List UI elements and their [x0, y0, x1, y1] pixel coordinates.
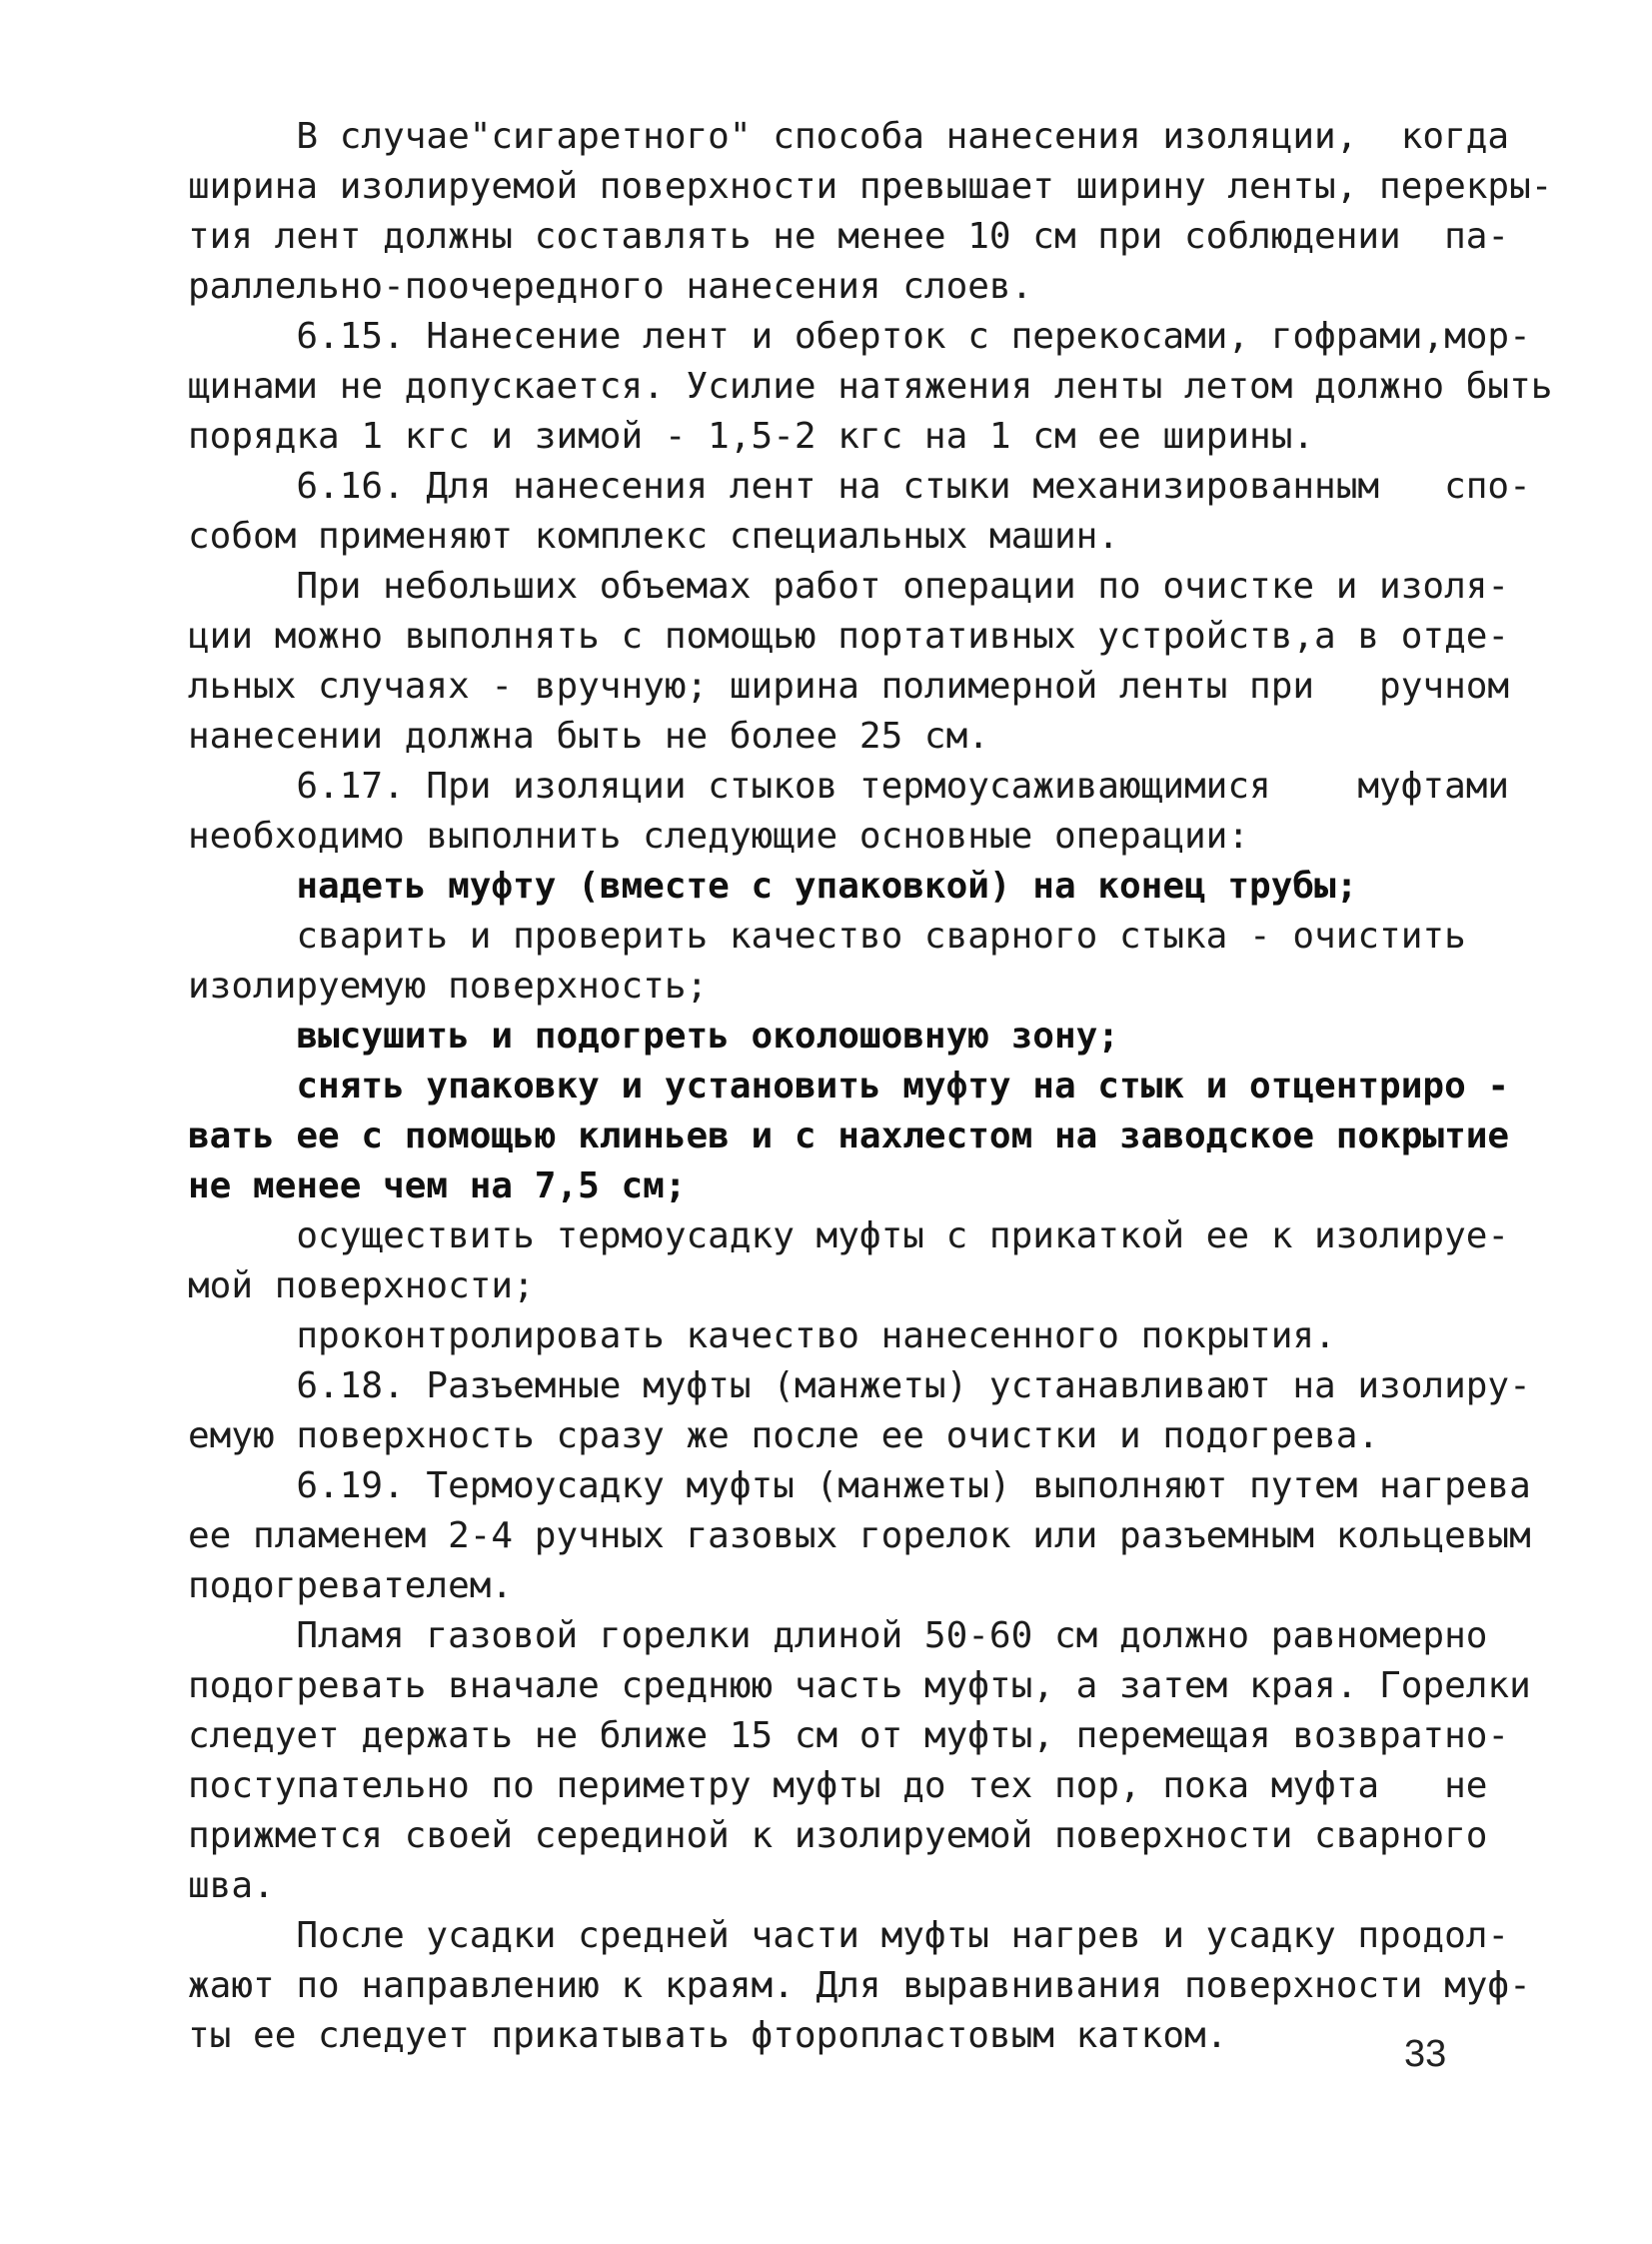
text-line: шва.	[188, 1865, 275, 1906]
text-line: ты ее следует прикатывать фторопластовым катком.	[188, 2015, 1228, 2056]
text-line: емую поверхность сразу же после ее очистки и подогрева.	[188, 1415, 1380, 1456]
text-line: проконтролировать качество нанесенного покрытия.	[188, 1315, 1336, 1356]
text-line: 6.17. При изоляции стыков термоусаживающимися муфтами	[188, 766, 1510, 807]
text-line: льных случаях - вручную; ширина полимерной ленты при ручном	[188, 666, 1510, 707]
page-number: 33	[1404, 2033, 1447, 2075]
text-line: мой поверхности;	[188, 1265, 535, 1306]
text-line: сварить и проверить качество сварного стыка - очистить	[188, 916, 1466, 957]
text-line: подогревателем.	[188, 1565, 514, 1606]
text-line: ее пламенем 2-4 ручных газовых горелок или разъемным кольцевым	[188, 1515, 1531, 1556]
text-line: После усадки средней части муфты нагрев и усадку продол-	[188, 1915, 1510, 1956]
text-line: раллельно-поочередного нанесения слоев.	[188, 266, 1033, 307]
text-line: поступательно по периметру муфты до тех пор, пока муфта не	[188, 1765, 1488, 1806]
text-line: 6.19. Термоусадку муфты (манжеты) выполняют путем нагрева	[188, 1465, 1531, 1506]
text-line: осуществить термоусадку муфты с прикаткой ее к изолируе-	[188, 1215, 1510, 1256]
text-line: 6.18. Разъемные муфты (манжеты) устанавливают на изолиру-	[188, 1365, 1531, 1406]
text-line: 6.15. Нанесение лент и оберток с перекосами, гофрами,мор-	[188, 316, 1531, 357]
text-line: высушить и подогреть околошовную зону;	[188, 1016, 1119, 1057]
text-line: следует держать не ближе 15 см от муфты, перемещая возвратно-	[188, 1715, 1510, 1756]
text-line: ции можно выполнять с помощью портативных устройств,а в отде-	[188, 616, 1510, 657]
text-line: изолируемую поверхность;	[188, 966, 709, 1007]
text-line: нанесении должна быть не более 25 см.	[188, 716, 989, 757]
text-line: ширина изолируемой поверхности превышает ширину ленты, перекры-	[188, 166, 1553, 207]
text-line: надеть муфту (вместе с упаковкой) на конец трубы;	[188, 866, 1358, 907]
body-text	[188, 112, 1553, 2061]
text-line: прижмется своей серединой к изолируемой поверхности сварного	[188, 1815, 1488, 1856]
text-line: подогревать вначале среднюю часть муфты, а затем края. Горелки	[188, 1665, 1531, 1706]
text-line: вать ее с помощью клиньев и с нахлестом на заводское покрытие	[188, 1116, 1510, 1156]
text-line: не менее чем на 7,5 см;	[188, 1165, 687, 1206]
text-line: собом применяют комплекс специальных машин.	[188, 516, 1119, 557]
text-line: жают по направлению к краям. Для выравнивания поверхности муф-	[188, 1965, 1531, 2006]
text-line: В случае"сигаретного" способа нанесения изоляции, когда	[188, 116, 1510, 157]
text-line: необходимо выполнить следующие основные операции:	[188, 816, 1250, 857]
text-line: щинами не допускается. Усилие натяжения ленты летом должно быть	[188, 366, 1553, 407]
text-line: снять упаковку и установить муфту на стык и отцентриро -	[188, 1066, 1510, 1107]
text-line: При небольших объемах работ операции по очистке и изоля-	[188, 566, 1510, 607]
text-line: 6.16. Для нанесения лент на стыки механизированным спо-	[188, 466, 1531, 507]
text-line: Пламя газовой горелки длиной 50-60 см должно равномерно	[188, 1615, 1488, 1656]
text-line: порядка 1 кгс и зимой - 1,5-2 кгс на 1 см ее ширины.	[188, 416, 1315, 457]
text-line: тия лент должны составлять не менее 10 см при соблюдении па-	[188, 216, 1510, 257]
